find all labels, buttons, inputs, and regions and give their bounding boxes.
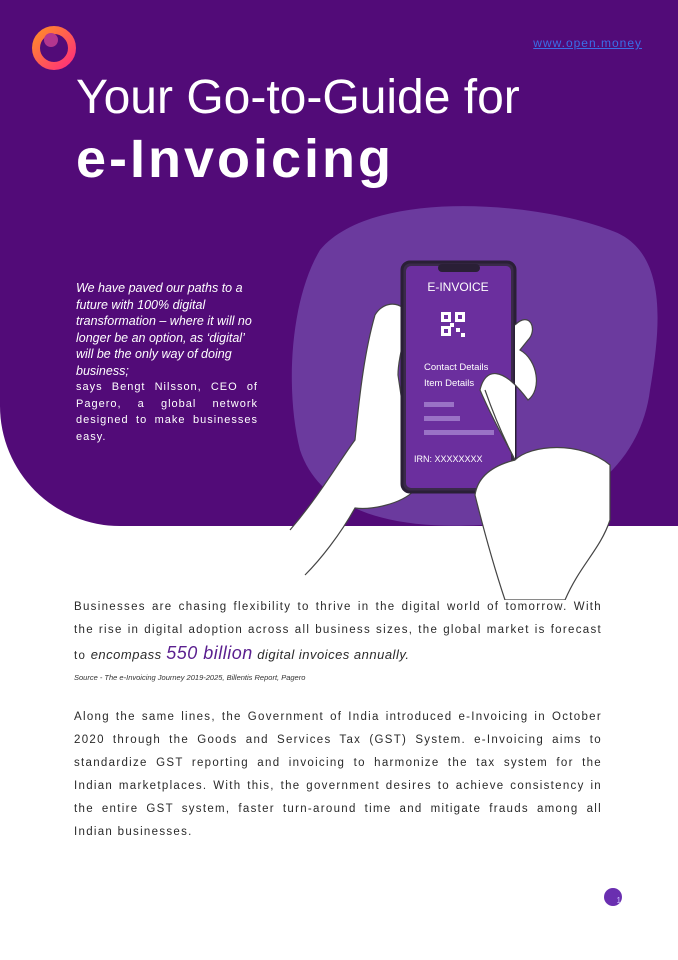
phone-irn: IRN: XXXXXXXX (414, 454, 483, 464)
intro-text: Businesses are chasing flexibility to thrive in the digital world of tomorrow. With the rise in digital adoption across all business sizes, the global market is forecast to (74, 601, 602, 662)
title-line-2: e-Invoicing (76, 129, 395, 189)
intro-emphasis-2: digital invoices annually. (257, 647, 410, 662)
quote-block (76, 280, 258, 445)
page-number: 1 (616, 896, 621, 905)
page-number-badge (604, 888, 622, 906)
phone-notch (438, 264, 480, 272)
quote-text: We have paved our paths to a future with 100% digital transformation – where it will no longer be an option, as ‘digital’ will be the only way of doing business; (76, 281, 252, 378)
phone-item-details: Item Details (424, 378, 475, 389)
phone-title: E-INVOICE (427, 280, 489, 294)
gst-paragraph: Along the same lines, the Government of India introduced e-Invoicing in October 2020 through the Goods and Services Tax (GST) System. e-Invoicing aims to standardize GST reporting and invoicing to harmonize the tax system for the Indian marketplaces. With this, the government desires to achieve consistency in the entire GST system, faster turn-around time and mitigate frauds among all Indian businesses. (74, 711, 602, 838)
highlight-figure: 550 billion (166, 643, 253, 663)
intro-paragraph (74, 596, 602, 668)
open-logo-icon (30, 24, 78, 72)
title-line-1: Your Go-to-Guide for (76, 71, 520, 124)
quote-attribution: says Bengt Nilsson, CEO of Pagero, a global network designed to make businesses easy. (76, 381, 258, 443)
phone-illustration (280, 190, 678, 600)
source-citation: Source - The e-Invoicing Journey 2019-2025, Billentis Report, Pagero (74, 673, 306, 682)
website-link[interactable]: www.open.money (533, 36, 642, 50)
intro-emphasis-1: encompass (90, 647, 162, 662)
phone-contact-details: Contact Details (424, 362, 489, 373)
